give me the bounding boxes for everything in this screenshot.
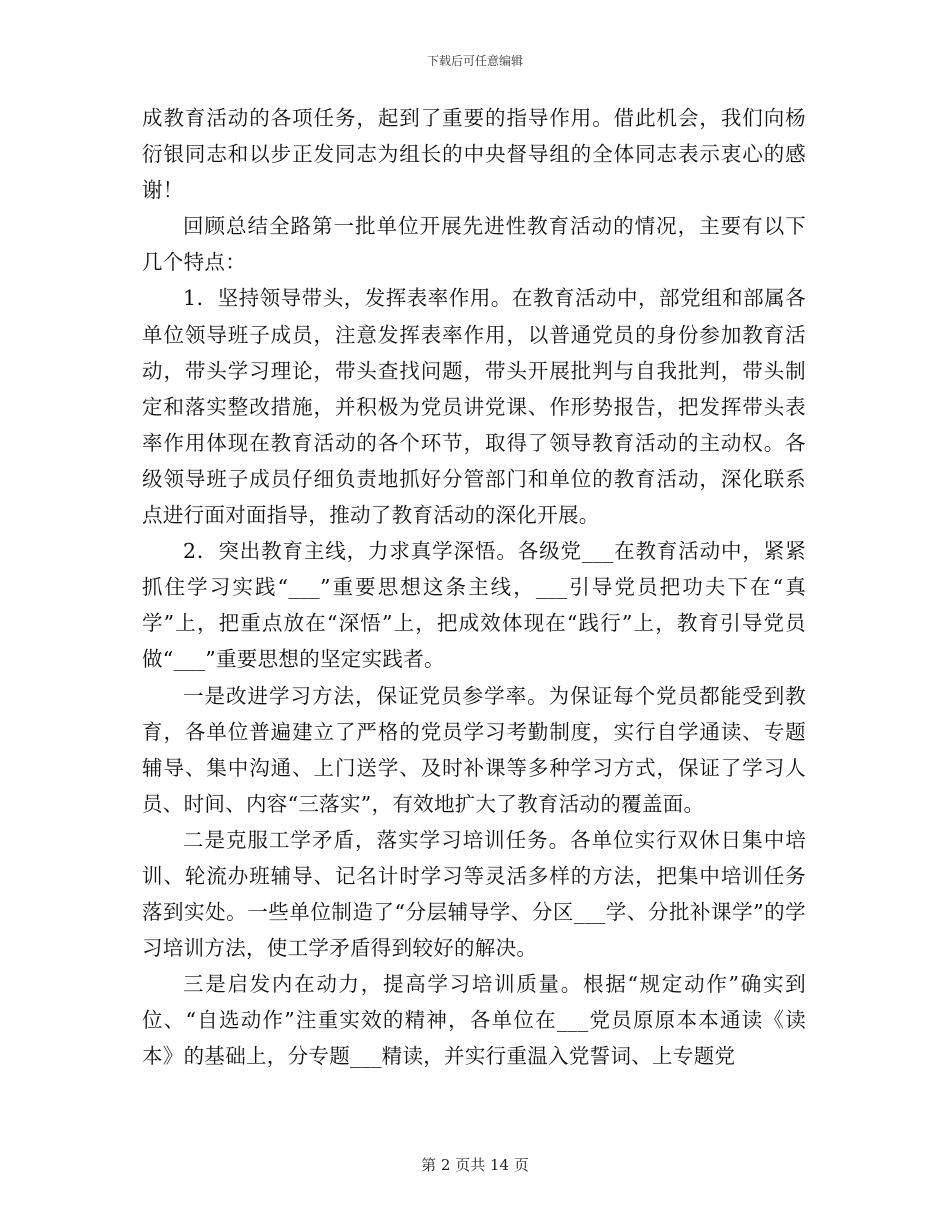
paragraph-point-1: 1．坚持领导带头，发挥表率作用。在教育活动中，部党组和部属各单位领导班子成员，注意发挥表率作用，以普通党员的身份参加教育活动，带头学习理论，带头查找问题，带头开展批判与自我批判，带头制定和落实整改措施，并积极为党员讲党课、作形势报告，把发挥带头表率作用体现在教育活动的各个环节，取得了领导教育活动的主动权。各级领导班子成员仔细负责地抓好分管部门和单位的教育活动，深化联系点进行面对面指导，推动了教育活动的深化开展。 <box>142 286 806 528</box>
paragraph-sub-point-3: 三是启发内在动力，提高学习培训质量。根据“规定动作”确实到位、“自选动作”注重实效的精神，各单位在___党员原原本本通读《读本》的基础上，分专题___精读，并实行重温入党誓词、上专题党 <box>142 972 806 1069</box>
paragraph-sub-point-2: 二是克服工学矛盾，落实学习培训任务。各单位实行双休日集中培训、轮流办班辅导、记名计时学习等灵活多样的方法，把集中培训任务落到实处。一些单位制造了“分层辅导学、分区___学、分批补课学”的学习培训方法，使工学矛盾得到较好的解决。 <box>142 827 806 961</box>
paragraph-continued: 成教育活动的各项任务，起到了重要的指导作用。借此机会，我们向杨衍银同志和以步正发同志为组长的中央督导组的全体同志表示衷心的感谢！ <box>142 106 806 203</box>
paragraph-sub-point-1: 一是改进学习方法，保证党员参学率。为保证每个党员都能受到教育，各单位普遍建立了严格的党员学习考勤制度，实行自学通读、专题辅导、集中沟通、上门送学、及时补课等多种学习方式，保证了学习人员、时间、内容“三落实”，有效地扩大了教育活动的覆盖面。 <box>142 683 806 816</box>
paragraph-point-2: 2．突出教育主线，力求真学深悟。各级党___在教育活动中，紧紧抓住学习实践“___”重要思想这条主线，___引导党员把功夫下在“真学”上，把重点放在“深悟”上，把成效体现在“践行”上，教育引导党员做“___”重要思想的坚定实践者。 <box>142 539 806 672</box>
page-header-note: 下载后可任意编辑 <box>426 54 523 68</box>
document-body <box>142 100 806 1075</box>
page-number-footer: 第 2 页共 14 页 <box>421 1156 529 1174</box>
paragraph-summary-intro: 回顾总结全路第一批单位开展先进性教育活动的情况，主要有以下几个特点： <box>142 214 806 275</box>
